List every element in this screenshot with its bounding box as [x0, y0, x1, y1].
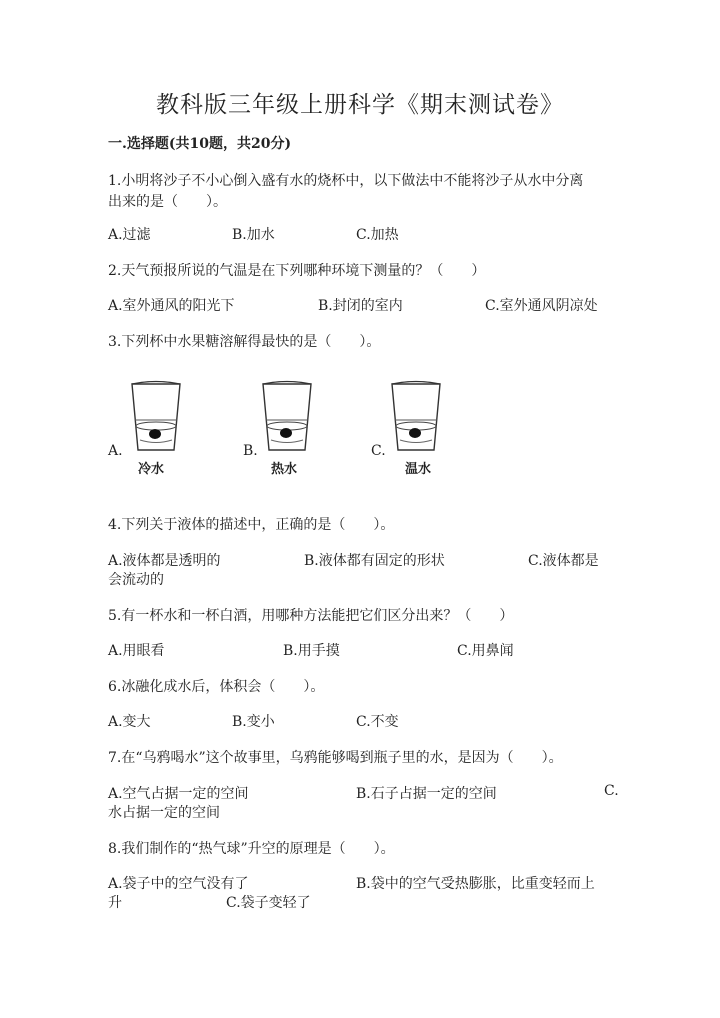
q1-option-a[interactable]: A.过滤: [108, 227, 151, 243]
section-heading: 一.选择题(共10题，共20分): [108, 136, 292, 152]
question-6: 6.冰融化成水后，体积会（ ）。: [108, 679, 325, 695]
q6-option-b[interactable]: B.变小: [232, 714, 275, 730]
hot-water-cup-icon: [259, 380, 315, 454]
question-5: 5.有一杯水和一杯白酒，用哪种方法能把它们区分出来？（ ）: [108, 608, 514, 624]
q3-option-b[interactable]: B.: [243, 443, 258, 459]
q2-option-a[interactable]: A.室外通风的阳光下: [108, 298, 235, 314]
question-4: 4.下列关于液体的描述中，正确的是（ ）。: [108, 517, 395, 533]
warm-water-cup-icon: [388, 380, 444, 454]
q1-option-c[interactable]: C.加热: [356, 227, 399, 243]
q6-option-c[interactable]: C.不变: [356, 714, 399, 730]
q4-option-b[interactable]: B.液体都有固定的形状: [304, 553, 445, 569]
q2-option-b[interactable]: B.封闭的室内: [318, 298, 403, 314]
q7-option-c-wrap: 水占据一定的空间: [108, 805, 220, 821]
q7-option-c[interactable]: C.: [604, 783, 619, 799]
q4-option-c[interactable]: C.液体都是: [528, 553, 599, 569]
q7-option-a[interactable]: A.空气占据一定的空间: [108, 786, 249, 802]
question-3: 3.下列杯中水果糖溶解得最快的是（ ）。: [108, 334, 381, 350]
cup-label-cold: 冷水: [138, 462, 165, 477]
cup-label-warm: 温水: [405, 462, 432, 477]
q3-option-c[interactable]: C.: [371, 443, 386, 459]
page-title: 教科版三年级上册科学《期末测试卷》: [156, 92, 564, 118]
q6-option-a[interactable]: A.变大: [108, 714, 151, 730]
cup-label-hot: 热水: [271, 462, 298, 477]
question-1: 1.小明将沙子不小心倒入盛有水的烧杯中，以下做法中不能将沙子从水中分离: [108, 173, 584, 189]
q3-option-a[interactable]: A.: [108, 443, 123, 459]
question-7: 7.在“乌鸦喝水”这个故事里，乌鸦能够喝到瓶子里的水，是因为（ ）。: [108, 750, 563, 766]
question-2: 2.天气预报所说的气温是在下列哪种环境下测量的？（ ）: [108, 263, 486, 279]
q1-option-b[interactable]: B.加水: [232, 227, 275, 243]
question-1-line2: 出来的是（ ）。: [108, 194, 227, 210]
question-8: 8.我们制作的“热气球”升空的原理是（ ）。: [108, 841, 395, 857]
cold-water-cup-icon: [128, 380, 184, 454]
q5-option-c[interactable]: C.用鼻闻: [457, 643, 514, 659]
q2-option-c[interactable]: C.室外通风阴凉处: [485, 298, 598, 314]
q7-option-b[interactable]: B.石子占据一定的空间: [356, 786, 497, 802]
q4-option-a[interactable]: A.液体都是透明的: [108, 553, 221, 569]
q4-option-c-wrap: 会流动的: [108, 572, 164, 588]
q8-option-b[interactable]: B.袋中的空气受热膨胀，比重变轻而上: [356, 876, 595, 892]
q8-option-a[interactable]: A.袋子中的空气没有了: [108, 876, 249, 892]
q8-option-b-wrap: 升: [108, 895, 122, 911]
q8-option-c[interactable]: C.袋子变轻了: [226, 895, 311, 911]
q5-option-b[interactable]: B.用手摸: [283, 643, 340, 659]
q5-option-a[interactable]: A.用眼看: [108, 643, 165, 659]
